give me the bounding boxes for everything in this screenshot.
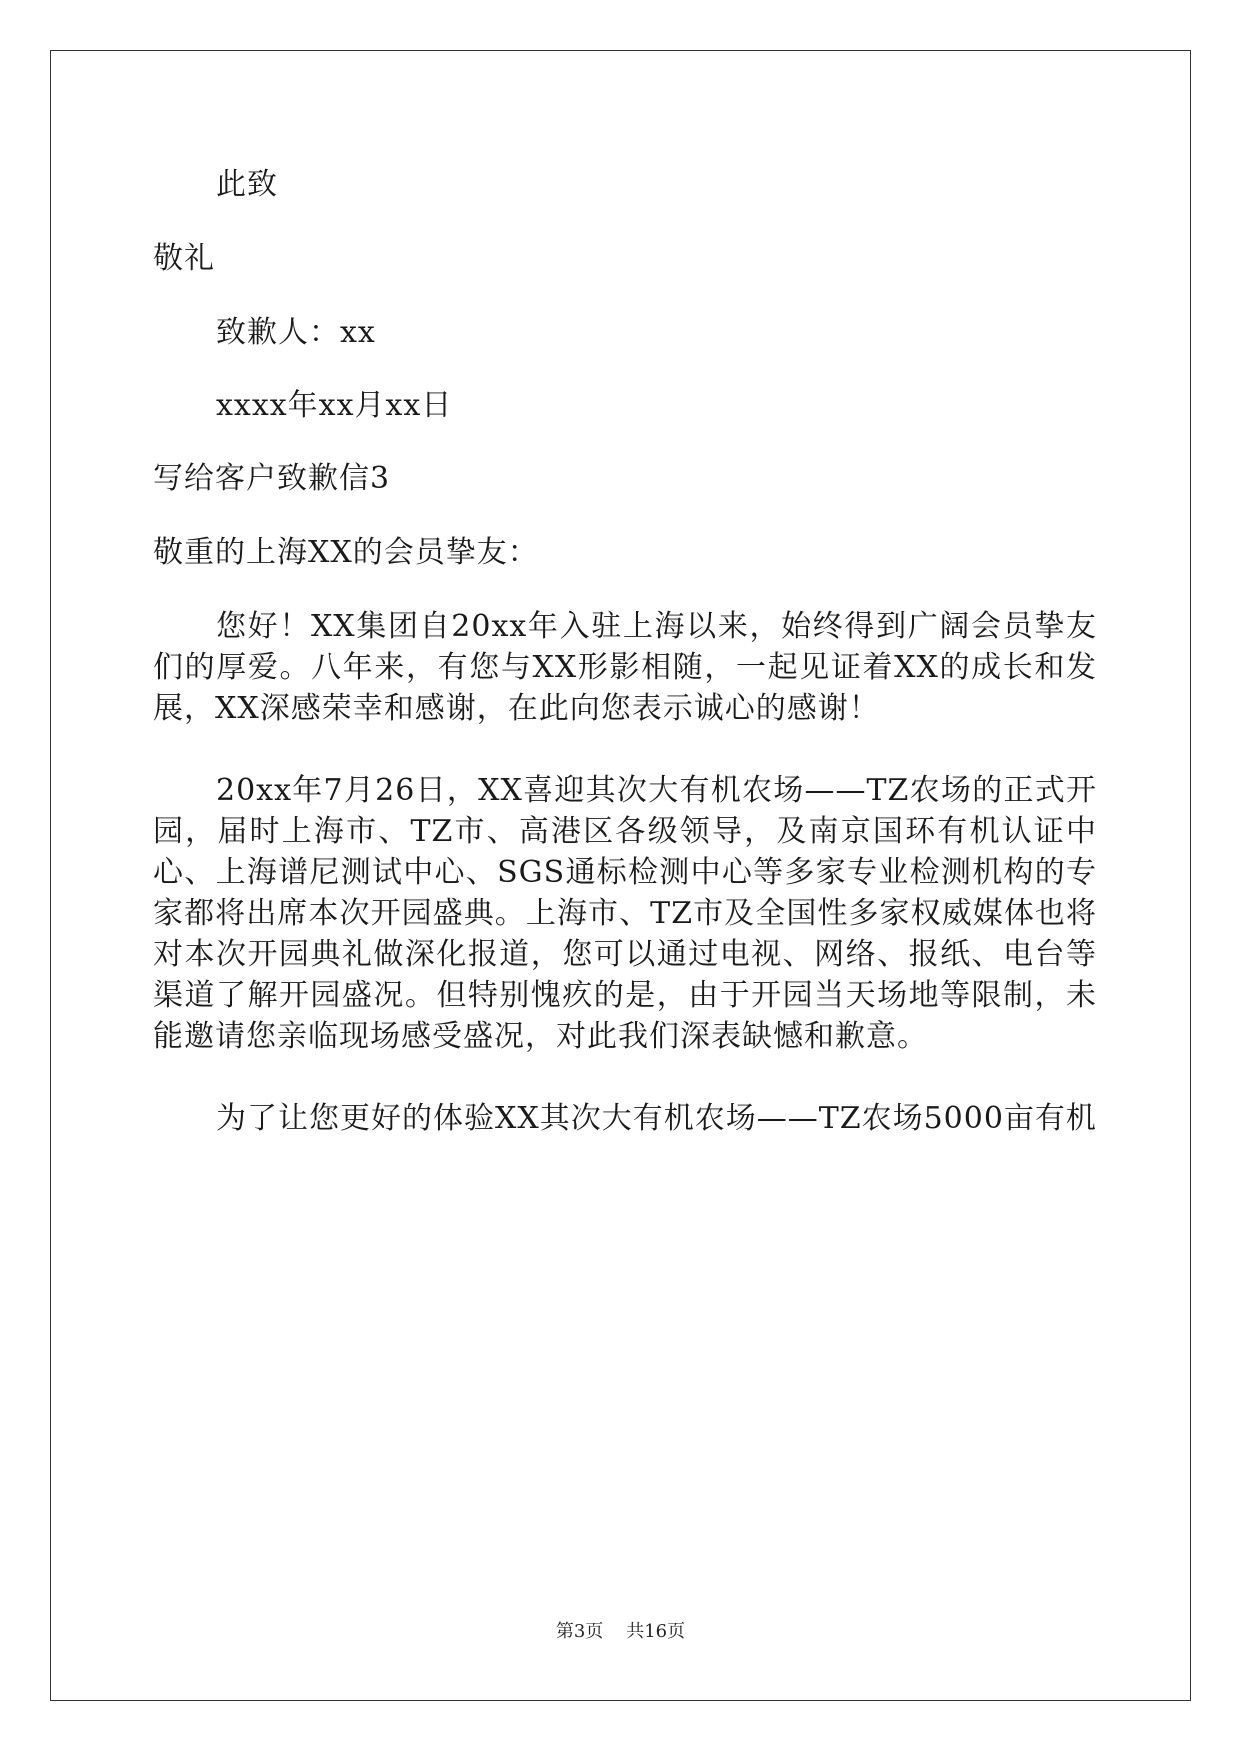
letter-heading: 写给客户致歉信3 bbox=[153, 461, 391, 496]
paragraph-1: 您好！XX集团自20xx年入驻上海以来，始终得到广阔会员挚友们的厚爱。八年来，有您与XX形影相随，一起见证着XX的成长和发展，XX深感荣幸和感谢，在此向您表示诚心的感谢！ bbox=[153, 609, 1097, 726]
letter-greeting: 敬重的上海XX的会员挚友： bbox=[153, 535, 539, 570]
document-body bbox=[153, 165, 1097, 1180]
closing-salutation: 此致 bbox=[216, 167, 278, 202]
paragraph-3: 为了让您更好的体验XX其次大有机农场——TZ农场5000亩有机 bbox=[216, 1101, 1097, 1136]
paragraph-2: 20xx年7月26日，XX喜迎其次大有机农场——TZ农场的正式开园，届时上海市、TZ市、高港区各级领导，及南京国环有机认证中心、上海谱尼测试中心、SGS通标检测中心等多家专业检测机构的专家都将出席本次开园盛典。上海市、TZ市及全国性多家权威媒体也将对本次开园典礼做深化报道，您可以通过电视、网络、报纸、电台等渠道了解开园盛况。但特别愧疚的是，由于开园当天场地等限制，未能邀请您亲临现场感受盛况，对此我们深表缺憾和歉意。 bbox=[153, 773, 1097, 1054]
page-number: 第3页 bbox=[555, 1621, 604, 1642]
date-line: xxxx年xx月xx日 bbox=[216, 388, 453, 423]
signer-line: 致歉人：xx bbox=[216, 315, 376, 350]
page-footer bbox=[0, 1617, 1241, 1643]
page-total: 共16页 bbox=[626, 1621, 686, 1642]
letter-paragraphs bbox=[153, 606, 1097, 1139]
closing-regards: 敬礼 bbox=[153, 241, 215, 276]
